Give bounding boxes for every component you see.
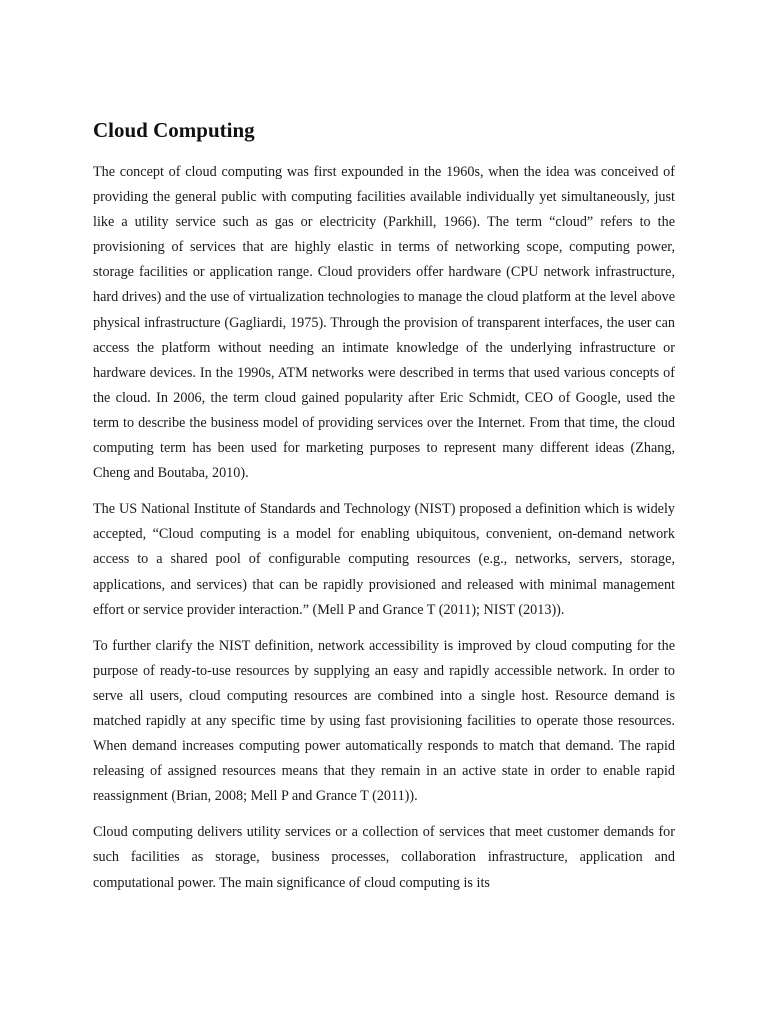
paragraph-4: Cloud computing delivers utility services or a collection of services that meet customer demands for such facilities as storage, business processes, collaboration infrastructure, application and computational power. The main significance of cloud computing is its: [93, 824, 675, 891]
paragraph-2: The US National Institute of Standards and Technology (NIST) proposed a definition which is widely accepted, “Cloud computing is a model for enabling ubiquitous, convenient, on-demand network access to a shared pool of configurable computing resources (e.g., networks, servers, storage, applications, and services) that can be rapidly provisioned and released with minimal management effort or service provider interaction.” (Mell P and Grance T (2011); NIST (2013)).: [93, 501, 675, 618]
paragraph-3: To further clarify the NIST definition, network accessibility is improved by cloud computing for the purpose of ready-to-use resources by supplying an easy and rapidly accessible network. In order to serve all users, cloud computing resources are combined into a single host. Resource demand is matched rapidly at any specific time by using fast provisioning facilities to operate those resources. When demand increases computing power automatically responds to match that demand. The rapid releasing of assigned resources means that they remain in an active state in order to enable rapid reassignment (Brian, 2008; Mell P and Grance T (2011)).: [93, 637, 675, 805]
paragraph-1: The concept of cloud computing was first expounded in the 1960s, when the idea was conceived of providing the general public with computing facilities available individually yet simultaneously, just like a utility service such as gas or electricity (Parkhill, 1966). The term “cloud” refers to the provisioning of services that are highly elastic in terms of networking scope, computing power, storage facilities or application range. Cloud providers offer hardware (CPU network infrastructure, hard drives) and the use of virtualization technologies to manage the cloud platform at the level above physical infrastructure (Gagliardi, 1975). Through the provision of transparent interfaces, the user can access the platform without needing an intimate knowledge of the underlying infrastructure or hardware devices. In the 1990s, ATM networks were described in terms that used various concepts of the cloud. In 2006, the term cloud gained popularity after Eric Schmidt, CEO of Google, used the term to describe the business model of providing services over the Internet. From that time, the cloud computing term has been used for marketing purposes to represent many different ideas (Zhang, Cheng and Boutaba, 2010).: [93, 164, 675, 482]
document-title: Cloud Computing: [93, 118, 255, 142]
document-body: [93, 114, 675, 907]
